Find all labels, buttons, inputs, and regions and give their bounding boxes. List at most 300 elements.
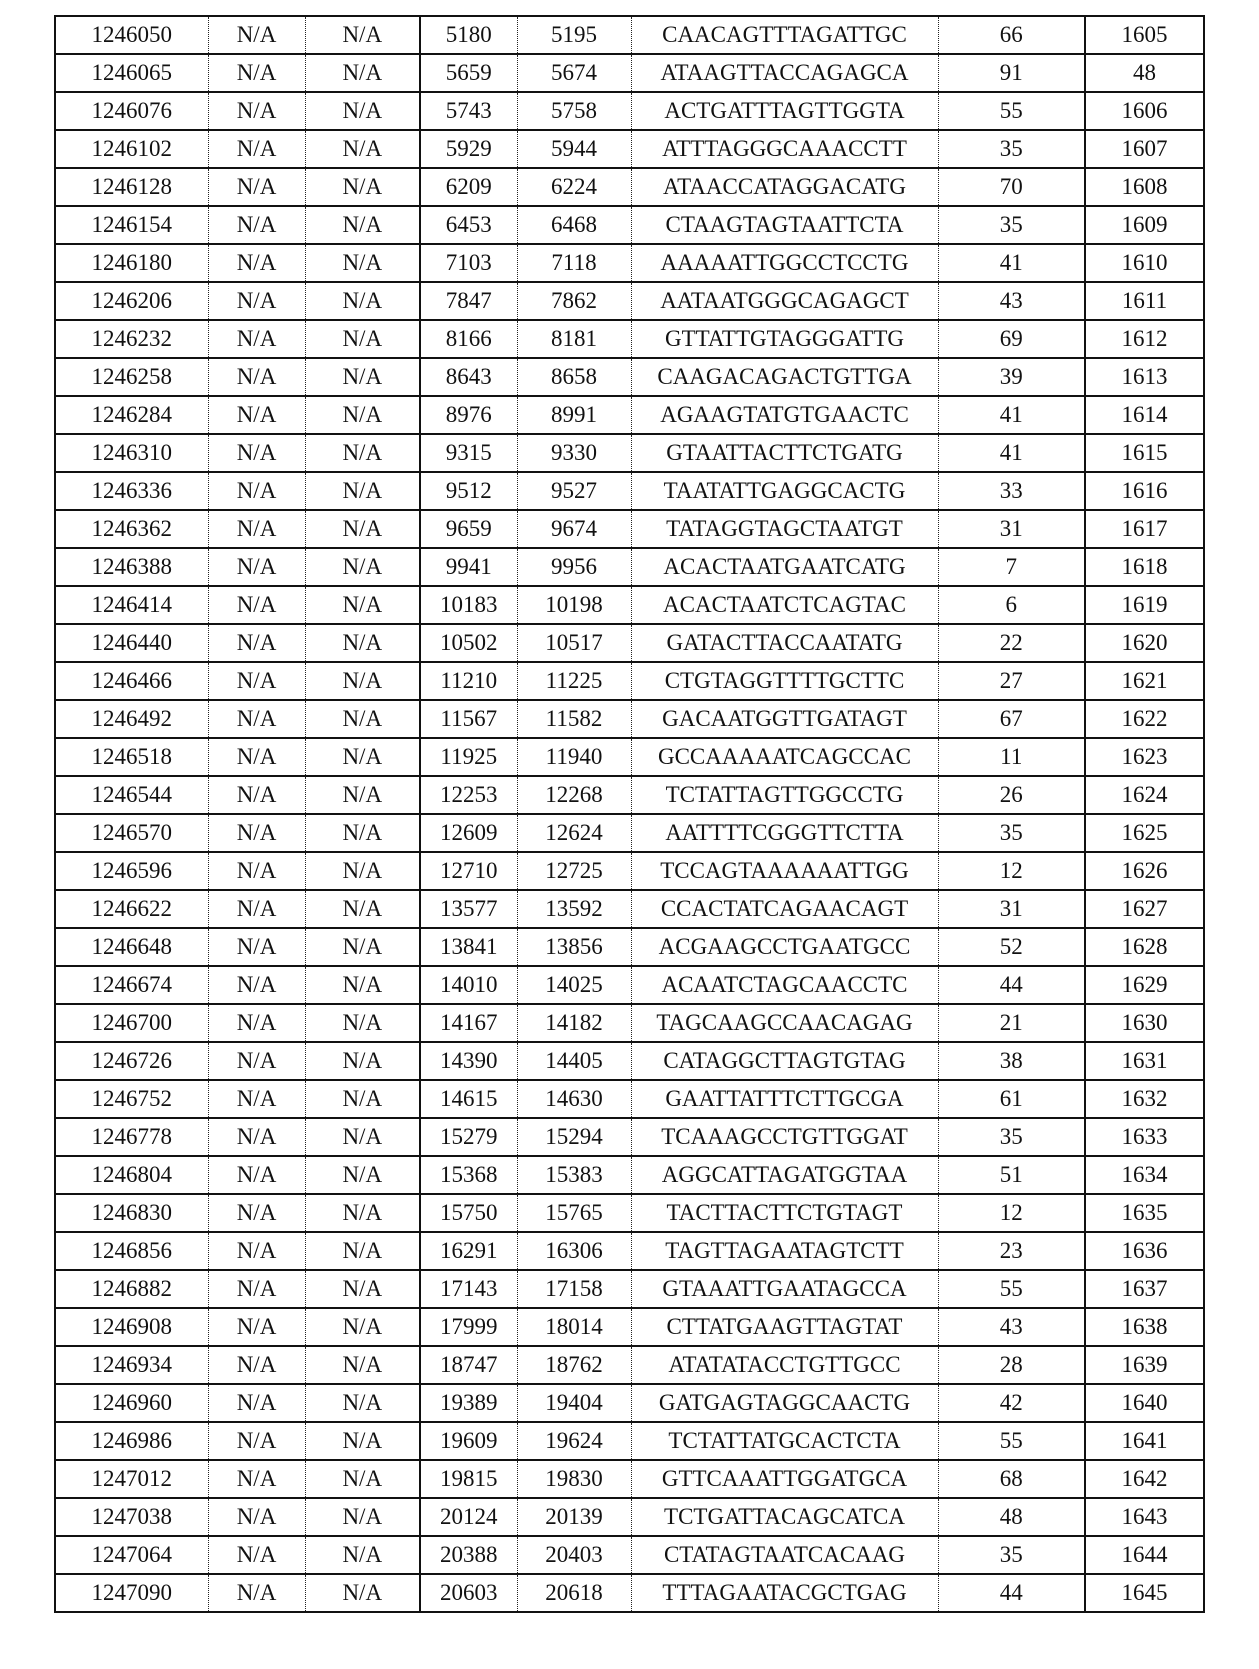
na-cell-2: N/A	[305, 1156, 420, 1194]
compound-id-cell: 1246804	[55, 1156, 208, 1194]
sequence-cell: TAGCAAGCCAACAGAG	[631, 1004, 938, 1042]
start-site-cell: 9315	[420, 434, 517, 472]
stop-site-cell: 14405	[517, 1042, 631, 1080]
seq-id-cell: 1643	[1085, 1498, 1204, 1536]
start-site-cell: 20603	[420, 1574, 517, 1612]
na-cell-1: N/A	[208, 206, 305, 244]
sequence-cell: CTATAGTAATCACAAG	[631, 1536, 938, 1574]
seq-id-cell: 1617	[1085, 510, 1204, 548]
na-cell-1: N/A	[208, 700, 305, 738]
table-body	[55, 16, 1204, 1612]
table-row	[55, 396, 1204, 434]
na-cell-2: N/A	[305, 92, 420, 130]
start-site-cell: 20124	[420, 1498, 517, 1536]
na-cell-1: N/A	[208, 1384, 305, 1422]
percent-cell: 35	[938, 1536, 1085, 1574]
seq-id-cell: 1627	[1085, 890, 1204, 928]
sequence-cell: AAAAATTGGCCTCCTG	[631, 244, 938, 282]
percent-cell: 26	[938, 776, 1085, 814]
seq-id-cell: 1642	[1085, 1460, 1204, 1498]
stop-site-cell: 19404	[517, 1384, 631, 1422]
compound-id-cell: 1246726	[55, 1042, 208, 1080]
compound-id-cell: 1246466	[55, 662, 208, 700]
na-cell-2: N/A	[305, 814, 420, 852]
na-cell-1: N/A	[208, 624, 305, 662]
na-cell-1: N/A	[208, 852, 305, 890]
na-cell-2: N/A	[305, 1384, 420, 1422]
stop-site-cell: 8181	[517, 320, 631, 358]
na-cell-1: N/A	[208, 662, 305, 700]
na-cell-2: N/A	[305, 282, 420, 320]
na-cell-2: N/A	[305, 358, 420, 396]
na-cell-2: N/A	[305, 700, 420, 738]
compound-id-cell: 1246856	[55, 1232, 208, 1270]
compound-id-cell: 1246284	[55, 396, 208, 434]
sequence-cell: ACACTAATGAATCATG	[631, 548, 938, 586]
table-row	[55, 1270, 1204, 1308]
seq-id-cell: 1629	[1085, 966, 1204, 1004]
percent-cell: 27	[938, 662, 1085, 700]
na-cell-1: N/A	[208, 168, 305, 206]
stop-site-cell: 14182	[517, 1004, 631, 1042]
sequence-cell: CCACTATCAGAACAGT	[631, 890, 938, 928]
table-row	[55, 700, 1204, 738]
seq-id-cell: 48	[1085, 54, 1204, 92]
stop-site-cell: 20403	[517, 1536, 631, 1574]
compound-id-cell: 1247038	[55, 1498, 208, 1536]
compound-id-cell: 1246648	[55, 928, 208, 966]
table-row	[55, 852, 1204, 890]
start-site-cell: 19815	[420, 1460, 517, 1498]
sequence-cell: ATAACCATAGGACATG	[631, 168, 938, 206]
stop-site-cell: 14630	[517, 1080, 631, 1118]
compound-id-cell: 1246232	[55, 320, 208, 358]
seq-id-cell: 1608	[1085, 168, 1204, 206]
stop-site-cell: 18762	[517, 1346, 631, 1384]
na-cell-2: N/A	[305, 472, 420, 510]
compound-id-cell: 1246076	[55, 92, 208, 130]
stop-site-cell: 9674	[517, 510, 631, 548]
na-cell-2: N/A	[305, 396, 420, 434]
na-cell-1: N/A	[208, 1156, 305, 1194]
sequence-cell: GTAATTACTTCTGATG	[631, 434, 938, 472]
table-row	[55, 1346, 1204, 1384]
stop-site-cell: 17158	[517, 1270, 631, 1308]
table-row	[55, 472, 1204, 510]
start-site-cell: 14167	[420, 1004, 517, 1042]
stop-site-cell: 9330	[517, 434, 631, 472]
stop-site-cell: 7862	[517, 282, 631, 320]
na-cell-2: N/A	[305, 1194, 420, 1232]
na-cell-2: N/A	[305, 890, 420, 928]
sequence-cell: AATTTTCGGGTTCTTA	[631, 814, 938, 852]
table-row	[55, 776, 1204, 814]
na-cell-2: N/A	[305, 1346, 420, 1384]
percent-cell: 21	[938, 1004, 1085, 1042]
compound-id-cell: 1246778	[55, 1118, 208, 1156]
na-cell-2: N/A	[305, 586, 420, 624]
compound-id-cell: 1246065	[55, 54, 208, 92]
percent-cell: 43	[938, 282, 1085, 320]
table-row	[55, 130, 1204, 168]
sequence-cell: CAAGACAGACTGTTGA	[631, 358, 938, 396]
seq-id-cell: 1618	[1085, 548, 1204, 586]
percent-cell: 70	[938, 168, 1085, 206]
sequence-cell: TACTTACTTCTGTAGT	[631, 1194, 938, 1232]
stop-site-cell: 11940	[517, 738, 631, 776]
compound-id-cell: 1246570	[55, 814, 208, 852]
na-cell-1: N/A	[208, 1346, 305, 1384]
na-cell-1: N/A	[208, 1042, 305, 1080]
start-site-cell: 10502	[420, 624, 517, 662]
na-cell-1: N/A	[208, 1498, 305, 1536]
percent-cell: 38	[938, 1042, 1085, 1080]
percent-cell: 41	[938, 434, 1085, 472]
na-cell-2: N/A	[305, 54, 420, 92]
na-cell-2: N/A	[305, 738, 420, 776]
table-row	[55, 16, 1204, 54]
stop-site-cell: 5195	[517, 16, 631, 54]
compound-id-cell: 1246206	[55, 282, 208, 320]
start-site-cell: 15750	[420, 1194, 517, 1232]
seq-id-cell: 1620	[1085, 624, 1204, 662]
na-cell-2: N/A	[305, 776, 420, 814]
stop-site-cell: 20618	[517, 1574, 631, 1612]
start-site-cell: 20388	[420, 1536, 517, 1574]
percent-cell: 41	[938, 396, 1085, 434]
na-cell-1: N/A	[208, 1422, 305, 1460]
percent-cell: 12	[938, 852, 1085, 890]
stop-site-cell: 15294	[517, 1118, 631, 1156]
stop-site-cell: 5944	[517, 130, 631, 168]
stop-site-cell: 13592	[517, 890, 631, 928]
sequence-cell: CTTATGAAGTTAGTAT	[631, 1308, 938, 1346]
na-cell-2: N/A	[305, 662, 420, 700]
sequence-cell: TAATATTGAGGCACTG	[631, 472, 938, 510]
percent-cell: 42	[938, 1384, 1085, 1422]
start-site-cell: 14615	[420, 1080, 517, 1118]
seq-id-cell: 1644	[1085, 1536, 1204, 1574]
compound-id-cell: 1246700	[55, 1004, 208, 1042]
compound-id-cell: 1246934	[55, 1346, 208, 1384]
start-site-cell: 19609	[420, 1422, 517, 1460]
sequence-cell: ATAAGTTACCAGAGCA	[631, 54, 938, 92]
start-site-cell: 12253	[420, 776, 517, 814]
percent-cell: 44	[938, 1574, 1085, 1612]
na-cell-1: N/A	[208, 320, 305, 358]
na-cell-1: N/A	[208, 1004, 305, 1042]
na-cell-2: N/A	[305, 510, 420, 548]
start-site-cell: 16291	[420, 1232, 517, 1270]
na-cell-2: N/A	[305, 1460, 420, 1498]
stop-site-cell: 10198	[517, 586, 631, 624]
compound-id-cell: 1246310	[55, 434, 208, 472]
start-site-cell: 6453	[420, 206, 517, 244]
start-site-cell: 5929	[420, 130, 517, 168]
table-row	[55, 320, 1204, 358]
sequence-cell: TCTGATTACAGCATCA	[631, 1498, 938, 1536]
percent-cell: 11	[938, 738, 1085, 776]
stop-site-cell: 15765	[517, 1194, 631, 1232]
seq-id-cell: 1624	[1085, 776, 1204, 814]
seq-id-cell: 1645	[1085, 1574, 1204, 1612]
percent-cell: 55	[938, 1422, 1085, 1460]
stop-site-cell: 12725	[517, 852, 631, 890]
stop-site-cell: 16306	[517, 1232, 631, 1270]
na-cell-2: N/A	[305, 1308, 420, 1346]
stop-site-cell: 11225	[517, 662, 631, 700]
seq-id-cell: 1623	[1085, 738, 1204, 776]
na-cell-2: N/A	[305, 16, 420, 54]
start-site-cell: 17999	[420, 1308, 517, 1346]
oligonucleotide-data-table	[54, 15, 1205, 1613]
percent-cell: 35	[938, 206, 1085, 244]
percent-cell: 35	[938, 814, 1085, 852]
seq-id-cell: 1622	[1085, 700, 1204, 738]
sequence-cell: AGAAGTATGTGAACTC	[631, 396, 938, 434]
na-cell-2: N/A	[305, 1232, 420, 1270]
na-cell-2: N/A	[305, 130, 420, 168]
start-site-cell: 14010	[420, 966, 517, 1004]
sequence-cell: GATACTTACCAATATG	[631, 624, 938, 662]
start-site-cell: 7103	[420, 244, 517, 282]
percent-cell: 55	[938, 1270, 1085, 1308]
na-cell-2: N/A	[305, 928, 420, 966]
table-row	[55, 510, 1204, 548]
na-cell-1: N/A	[208, 358, 305, 396]
seq-id-cell: 1607	[1085, 130, 1204, 168]
na-cell-1: N/A	[208, 282, 305, 320]
start-site-cell: 6209	[420, 168, 517, 206]
na-cell-1: N/A	[208, 1574, 305, 1612]
na-cell-2: N/A	[305, 548, 420, 586]
table-row	[55, 814, 1204, 852]
na-cell-1: N/A	[208, 966, 305, 1004]
percent-cell: 12	[938, 1194, 1085, 1232]
stop-site-cell: 8991	[517, 396, 631, 434]
compound-id-cell: 1246492	[55, 700, 208, 738]
start-site-cell: 5659	[420, 54, 517, 92]
compound-id-cell: 1246596	[55, 852, 208, 890]
na-cell-1: N/A	[208, 1308, 305, 1346]
stop-site-cell: 13856	[517, 928, 631, 966]
table-row	[55, 168, 1204, 206]
start-site-cell: 8166	[420, 320, 517, 358]
sequence-cell: GTTATTGTAGGGATTG	[631, 320, 938, 358]
table-row	[55, 1498, 1204, 1536]
na-cell-1: N/A	[208, 586, 305, 624]
percent-cell: 35	[938, 130, 1085, 168]
sequence-cell: AGGCATTAGATGGTAA	[631, 1156, 938, 1194]
table-row	[55, 738, 1204, 776]
stop-site-cell: 6468	[517, 206, 631, 244]
stop-site-cell: 10517	[517, 624, 631, 662]
percent-cell: 23	[938, 1232, 1085, 1270]
table-row	[55, 1308, 1204, 1346]
percent-cell: 41	[938, 244, 1085, 282]
seq-id-cell: 1638	[1085, 1308, 1204, 1346]
seq-id-cell: 1640	[1085, 1384, 1204, 1422]
compound-id-cell: 1246622	[55, 890, 208, 928]
sequence-cell: GACAATGGTTGATAGT	[631, 700, 938, 738]
seq-id-cell: 1616	[1085, 472, 1204, 510]
na-cell-2: N/A	[305, 1118, 420, 1156]
na-cell-1: N/A	[208, 92, 305, 130]
na-cell-1: N/A	[208, 54, 305, 92]
table-row	[55, 1194, 1204, 1232]
seq-id-cell: 1609	[1085, 206, 1204, 244]
seq-id-cell: 1633	[1085, 1118, 1204, 1156]
compound-id-cell: 1246830	[55, 1194, 208, 1232]
seq-id-cell: 1635	[1085, 1194, 1204, 1232]
stop-site-cell: 12268	[517, 776, 631, 814]
start-site-cell: 11210	[420, 662, 517, 700]
sequence-cell: ACACTAATCTCAGTAC	[631, 586, 938, 624]
compound-id-cell: 1246336	[55, 472, 208, 510]
sequence-cell: TAGTTAGAATAGTCTT	[631, 1232, 938, 1270]
compound-id-cell: 1246180	[55, 244, 208, 282]
start-site-cell: 17143	[420, 1270, 517, 1308]
sequence-cell: GAATTATTTCTTGCGA	[631, 1080, 938, 1118]
percent-cell: 33	[938, 472, 1085, 510]
na-cell-2: N/A	[305, 1042, 420, 1080]
table-row	[55, 890, 1204, 928]
stop-site-cell: 19830	[517, 1460, 631, 1498]
start-site-cell: 9941	[420, 548, 517, 586]
stop-site-cell: 14025	[517, 966, 631, 1004]
start-site-cell: 15368	[420, 1156, 517, 1194]
sequence-cell: CTAAGTAGTAATTCTA	[631, 206, 938, 244]
na-cell-2: N/A	[305, 244, 420, 282]
na-cell-1: N/A	[208, 738, 305, 776]
start-site-cell: 13577	[420, 890, 517, 928]
na-cell-1: N/A	[208, 928, 305, 966]
na-cell-2: N/A	[305, 1498, 420, 1536]
percent-cell: 44	[938, 966, 1085, 1004]
na-cell-2: N/A	[305, 852, 420, 890]
table-row	[55, 54, 1204, 92]
percent-cell: 28	[938, 1346, 1085, 1384]
na-cell-1: N/A	[208, 1194, 305, 1232]
compound-id-cell: 1246518	[55, 738, 208, 776]
sequence-cell: GATGAGTAGGCAACTG	[631, 1384, 938, 1422]
sequence-cell: CAACAGTTTAGATTGC	[631, 16, 938, 54]
start-site-cell: 8643	[420, 358, 517, 396]
na-cell-1: N/A	[208, 16, 305, 54]
compound-id-cell: 1246544	[55, 776, 208, 814]
start-site-cell: 5180	[420, 16, 517, 54]
na-cell-1: N/A	[208, 1232, 305, 1270]
na-cell-1: N/A	[208, 434, 305, 472]
seq-id-cell: 1630	[1085, 1004, 1204, 1042]
table-row	[55, 586, 1204, 624]
sequence-cell: TCAAAGCCTGTTGGAT	[631, 1118, 938, 1156]
seq-id-cell: 1631	[1085, 1042, 1204, 1080]
na-cell-1: N/A	[208, 548, 305, 586]
sequence-cell: TCTATTAGTTGGCCTG	[631, 776, 938, 814]
na-cell-2: N/A	[305, 1004, 420, 1042]
sequence-cell: GTAAATTGAATAGCCA	[631, 1270, 938, 1308]
percent-cell: 91	[938, 54, 1085, 92]
sequence-cell: TTTAGAATACGCTGAG	[631, 1574, 938, 1612]
start-site-cell: 8976	[420, 396, 517, 434]
seq-id-cell: 1611	[1085, 282, 1204, 320]
stop-site-cell: 18014	[517, 1308, 631, 1346]
sequence-cell: ACGAAGCCTGAATGCC	[631, 928, 938, 966]
na-cell-1: N/A	[208, 244, 305, 282]
seq-id-cell: 1614	[1085, 396, 1204, 434]
na-cell-1: N/A	[208, 890, 305, 928]
table-row	[55, 548, 1204, 586]
na-cell-1: N/A	[208, 130, 305, 168]
compound-id-cell: 1246908	[55, 1308, 208, 1346]
start-site-cell: 18747	[420, 1346, 517, 1384]
stop-site-cell: 12624	[517, 814, 631, 852]
na-cell-2: N/A	[305, 206, 420, 244]
compound-id-cell: 1246960	[55, 1384, 208, 1422]
stop-site-cell: 6224	[517, 168, 631, 206]
compound-id-cell: 1247064	[55, 1536, 208, 1574]
compound-id-cell: 1246388	[55, 548, 208, 586]
table-row	[55, 434, 1204, 472]
na-cell-1: N/A	[208, 1080, 305, 1118]
compound-id-cell: 1246882	[55, 1270, 208, 1308]
start-site-cell: 19389	[420, 1384, 517, 1422]
compound-id-cell: 1246258	[55, 358, 208, 396]
percent-cell: 35	[938, 1118, 1085, 1156]
start-site-cell: 12609	[420, 814, 517, 852]
table-row	[55, 966, 1204, 1004]
stop-site-cell: 5674	[517, 54, 631, 92]
table-row	[55, 1232, 1204, 1270]
na-cell-1: N/A	[208, 1460, 305, 1498]
percent-cell: 31	[938, 510, 1085, 548]
sequence-cell: TCCAGTAAAAAATTGG	[631, 852, 938, 890]
seq-id-cell: 1636	[1085, 1232, 1204, 1270]
compound-id-cell: 1246414	[55, 586, 208, 624]
sequence-cell: TATAGGTAGCTAATGT	[631, 510, 938, 548]
seq-id-cell: 1619	[1085, 586, 1204, 624]
seq-id-cell: 1632	[1085, 1080, 1204, 1118]
sequence-cell: ACAATCTAGCAACCTC	[631, 966, 938, 1004]
seq-id-cell: 1615	[1085, 434, 1204, 472]
na-cell-2: N/A	[305, 1536, 420, 1574]
seq-id-cell: 1621	[1085, 662, 1204, 700]
seq-id-cell: 1610	[1085, 244, 1204, 282]
na-cell-1: N/A	[208, 1536, 305, 1574]
sequence-cell: GTTCAAATTGGATGCA	[631, 1460, 938, 1498]
na-cell-1: N/A	[208, 776, 305, 814]
table-row	[55, 1460, 1204, 1498]
percent-cell: 31	[938, 890, 1085, 928]
na-cell-2: N/A	[305, 168, 420, 206]
seq-id-cell: 1634	[1085, 1156, 1204, 1194]
percent-cell: 48	[938, 1498, 1085, 1536]
seq-id-cell: 1639	[1085, 1346, 1204, 1384]
na-cell-2: N/A	[305, 624, 420, 662]
seq-id-cell: 1612	[1085, 320, 1204, 358]
na-cell-2: N/A	[305, 320, 420, 358]
na-cell-1: N/A	[208, 396, 305, 434]
percent-cell: 39	[938, 358, 1085, 396]
table-row	[55, 1118, 1204, 1156]
start-site-cell: 13841	[420, 928, 517, 966]
stop-site-cell: 11582	[517, 700, 631, 738]
stop-site-cell: 19624	[517, 1422, 631, 1460]
table-row	[55, 1004, 1204, 1042]
seq-id-cell: 1641	[1085, 1422, 1204, 1460]
sequence-cell: CTGTAGGTTTTGCTTC	[631, 662, 938, 700]
